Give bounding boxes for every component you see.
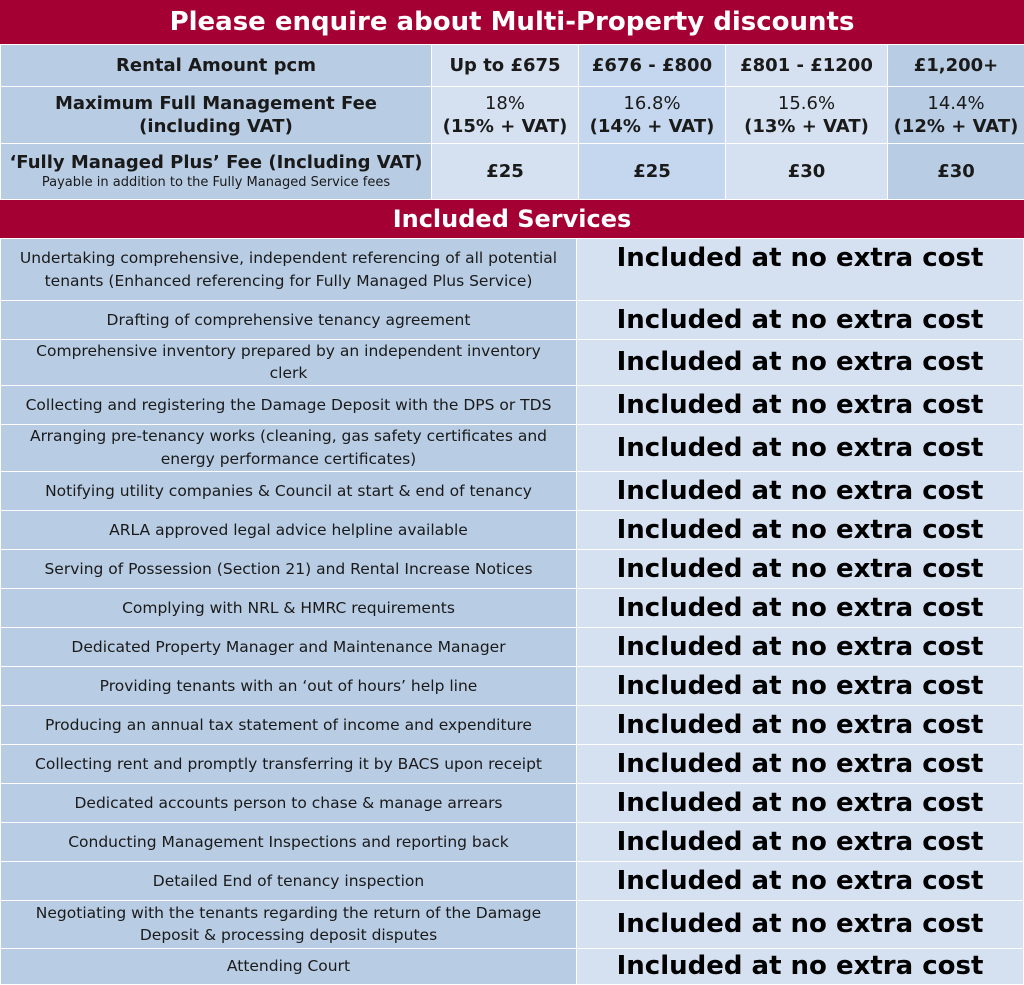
service-row: [1, 340, 1024, 386]
plus-fee-band-4: £30: [888, 144, 1024, 200]
rental-amount-row: [1, 45, 1024, 87]
services-table-body: [1, 239, 1024, 985]
fully-managed-plus-label: [1, 144, 432, 200]
service-description: Collecting and registering the Damage Deposit with the DPS or TDS: [1, 385, 577, 424]
service-description: Complying with NRL & HMRC requirements: [1, 588, 577, 627]
service-description: Arranging pre-tenancy works (cleaning, gas safety certificates and energy performance certificates): [1, 424, 577, 471]
service-description: Undertaking comprehensive, independent referencing of all potential tenants (Enhanced referencing for Fully Managed Plus Service): [1, 239, 577, 301]
service-description: Conducting Management Inspections and reporting back: [1, 822, 577, 861]
included-at-no-extra-cost: Included at no extra cost: [577, 340, 1024, 386]
service-description: Comprehensive inventory prepared by an independent inventory clerk: [1, 340, 577, 386]
plus-fee-band-3: £30: [726, 144, 888, 200]
included-at-no-extra-cost: Included at no extra cost: [577, 822, 1024, 861]
service-row: [1, 471, 1024, 510]
fully-managed-plus-note: Payable in addition to the Fully Managed Service fees: [1, 175, 431, 192]
included-at-no-extra-cost: Included at no extra cost: [577, 666, 1024, 705]
discount-banner: Please enquire about Multi-Property discounts: [0, 0, 1024, 44]
service-description: Attending Court: [1, 948, 577, 984]
fully-managed-plus-title: ‘Fully Managed Plus’ Fee (Including VAT): [1, 151, 431, 174]
included-services-heading: Included Services: [0, 200, 1024, 238]
fee-breakdown: (15% + VAT): [432, 115, 578, 138]
fee-breakdown: (12% + VAT): [888, 115, 1024, 138]
service-row: [1, 744, 1024, 783]
service-row: [1, 861, 1024, 900]
included-at-no-extra-cost: Included at no extra cost: [577, 385, 1024, 424]
service-row: [1, 301, 1024, 340]
included-at-no-extra-cost: Included at no extra cost: [577, 948, 1024, 984]
included-at-no-extra-cost: Included at no extra cost: [577, 705, 1024, 744]
included-at-no-extra-cost: Included at no extra cost: [577, 744, 1024, 783]
included-at-no-extra-cost: Included at no extra cost: [577, 471, 1024, 510]
management-fee-band-1: [432, 87, 579, 144]
management-fee-row: [1, 87, 1024, 144]
band-3: £801 - £1200: [726, 45, 888, 87]
service-description: Dedicated accounts person to chase & manage arrears: [1, 783, 577, 822]
service-description: Negotiating with the tenants regarding the return of the Damage Deposit & processing deposit disputes: [1, 900, 577, 948]
service-row: [1, 783, 1024, 822]
management-fee-label-line2: (including VAT): [1, 115, 431, 138]
service-row: [1, 424, 1024, 471]
management-fee-band-3: [726, 87, 888, 144]
included-at-no-extra-cost: Included at no extra cost: [577, 239, 1024, 301]
service-row: [1, 666, 1024, 705]
fee-percent: 15.6%: [726, 92, 887, 115]
service-row: [1, 549, 1024, 588]
service-row: [1, 627, 1024, 666]
fee-percent: 18%: [432, 92, 578, 115]
band-1: Up to £675: [432, 45, 579, 87]
included-at-no-extra-cost: Included at no extra cost: [577, 301, 1024, 340]
management-fee-band-2: [579, 87, 726, 144]
rental-amount-label: Rental Amount pcm: [1, 45, 432, 87]
band-2: £676 - £800: [579, 45, 726, 87]
management-fee-label-line1: Maximum Full Management Fee: [1, 92, 431, 115]
service-row: [1, 385, 1024, 424]
fee-table: [0, 44, 1024, 200]
fee-breakdown: (14% + VAT): [579, 115, 725, 138]
included-at-no-extra-cost: Included at no extra cost: [577, 588, 1024, 627]
included-at-no-extra-cost: Included at no extra cost: [577, 627, 1024, 666]
included-at-no-extra-cost: Included at no extra cost: [577, 510, 1024, 549]
included-at-no-extra-cost: Included at no extra cost: [577, 549, 1024, 588]
included-at-no-extra-cost: Included at no extra cost: [577, 424, 1024, 471]
management-fee-label: [1, 87, 432, 144]
plus-fee-band-1: £25: [432, 144, 579, 200]
service-description: Drafting of comprehensive tenancy agreement: [1, 301, 577, 340]
included-at-no-extra-cost: Included at no extra cost: [577, 900, 1024, 948]
service-description: Notifying utility companies & Council at start & end of tenancy: [1, 471, 577, 510]
included-at-no-extra-cost: Included at no extra cost: [577, 861, 1024, 900]
service-description: ARLA approved legal advice helpline available: [1, 510, 577, 549]
fee-breakdown: (13% + VAT): [726, 115, 887, 138]
fee-percent: 14.4%: [888, 92, 1024, 115]
service-description: Serving of Possession (Section 21) and Rental Increase Notices: [1, 549, 577, 588]
service-description: Dedicated Property Manager and Maintenance Manager: [1, 627, 577, 666]
band-4: £1,200+: [888, 45, 1024, 87]
services-table: [0, 238, 1024, 985]
included-at-no-extra-cost: Included at no extra cost: [577, 783, 1024, 822]
service-row: [1, 705, 1024, 744]
service-description: Providing tenants with an ‘out of hours’ help line: [1, 666, 577, 705]
service-row: [1, 588, 1024, 627]
service-row: [1, 510, 1024, 549]
fully-managed-plus-row: [1, 144, 1024, 200]
service-row: [1, 822, 1024, 861]
plus-fee-band-2: £25: [579, 144, 726, 200]
management-fee-band-4: [888, 87, 1024, 144]
service-row: [1, 948, 1024, 984]
service-description: Producing an annual tax statement of income and expenditure: [1, 705, 577, 744]
fee-percent: 16.8%: [579, 92, 725, 115]
service-description: Detailed End of tenancy inspection: [1, 861, 577, 900]
service-row: [1, 239, 1024, 301]
service-row: [1, 900, 1024, 948]
service-description: Collecting rent and promptly transferring it by BACS upon receipt: [1, 744, 577, 783]
